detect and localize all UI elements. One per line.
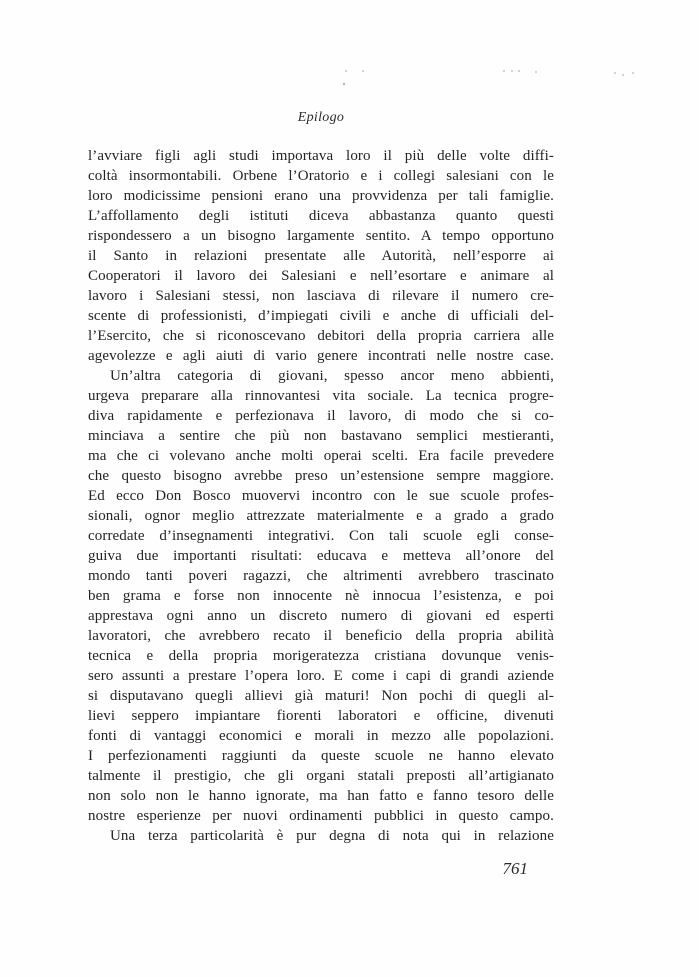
body-text-line: che questo bisogno avrebbe preso un’estensione sempre maggiore. (88, 468, 554, 484)
scan-artifact (511, 70, 513, 72)
body-text-line: l’Esercito, che si riconoscevano debitori della propria carriera alle (88, 328, 554, 344)
scan-artifact (518, 70, 520, 72)
body-text-line: corredate d’insegnamenti integrativi. Con tali scuole egli conse- (88, 528, 554, 544)
body-text-line: l’avviare figli agli studi importava loro il più delle volte diffi- (88, 148, 554, 164)
body-text-line: Una terza particolarità è pur degna di nota qui in relazione (110, 828, 554, 844)
scan-artifact (343, 83, 345, 85)
scan-artifact (622, 74, 624, 76)
scan-artifact (362, 70, 364, 72)
body-text-line: Ed ecco Don Bosco muovervi incontro con le sue scuole profes- (88, 488, 554, 504)
body-text-line: coltà insormontabili. Orbene l’Oratorio e i collegi salesiani con le (88, 168, 554, 184)
body-text-line: talmente il prestigio, che gli organi statali preposti all’artigianato (88, 768, 554, 784)
body-text-line: I perfezionamenti raggiunti da queste scuole ne hanno elevato (88, 748, 554, 764)
body-text-line: non solo non le hanno ignorate, ma han fatto e fanno tesoro delle (88, 788, 554, 804)
body-text-line: Cooperatori il lavoro dei Salesiani e nell’esortare e animare al (88, 268, 554, 284)
body-text-line: loro modicissime pensioni erano una provvidenza per tali famiglie. (88, 188, 554, 204)
body-text-line: sero assunti a prestare l’opera loro. E come i capi di grandi aziende (88, 668, 554, 684)
body-text-line: rispondessero a un bisogno largamente sentito. A tempo opportuno (88, 228, 554, 244)
body-text-line: scente di professionisti, d’impiegati civili e anche di ufficiali del- (88, 308, 554, 324)
body-text-line: agevolezze e agli aiuti di vario genere incontrati nelle nostre case. (88, 348, 554, 364)
scan-artifact (614, 72, 616, 74)
body-text-line: si disputavano quegli allievi già maturi! Non pochi di quegli al- (88, 688, 554, 704)
running-head: Epilogo (297, 110, 345, 125)
body-text-line: il Santo in relazioni presentate alle Autorità, nell’esporre ai (88, 248, 554, 264)
paragraph (88, 826, 554, 846)
body-text-line: ben grama e forse non innocente nè innocua l’esistenza, e poi (88, 588, 554, 604)
body-text-line: urgeva preparare alla rinnovantesi vita sociale. La tecnica progre- (88, 388, 554, 404)
body-text-line: lavoro i Salesiani stessi, non lasciava di rilevare il numero cre- (88, 288, 554, 304)
body-text-line: lievi seppero impiantare fiorenti laboratori e officine, divenuti (88, 708, 554, 724)
body-text-line: guiva due importanti risultati: educava e metteva all’onore del (88, 548, 554, 564)
scan-artifact (503, 70, 505, 72)
body-text-line: fonti di vantaggi economici e morali in mezzo alle popolazioni. (88, 728, 554, 744)
scan-artifact (632, 72, 634, 74)
paragraph (88, 366, 554, 826)
body-text-line: sionali, ognor meglio attrezzate materialmente e a grado a grado (88, 508, 554, 524)
paragraph (88, 146, 554, 366)
body-text-line: L’affollamento degli istituti diceva abbastanza quanto questi (88, 208, 554, 224)
body-text-line: lavoratori, che avrebbero recato il beneficio della propria abilità (88, 628, 554, 644)
body-text-line: ma che ci volevano anche molti operai scelti. Era facile prevedere (88, 448, 554, 464)
body-text-line: minciava a sentire che più non bastavano semplici mestieranti, (88, 428, 554, 444)
body-text-line: diva rapidamente e perfezionava il lavoro, di modo che si co- (88, 408, 554, 424)
body-text-line: Un’altra categoria di giovani, spesso ancor meno abbienti, (110, 368, 554, 384)
text-column (88, 110, 554, 879)
page-number: 761 (502, 859, 528, 878)
body-text-line: tecnica e della propria morigeratezza cristiana dovunque venis- (88, 648, 554, 664)
body-text-line: mondo tanti poveri ragazzi, che altrimenti avrebbero trascinato (88, 568, 554, 584)
body-text-line: apprestava ogni anno un discreto numero di giovani ed esperti (88, 608, 554, 624)
scan-artifact (345, 70, 347, 72)
scan-artifact (535, 71, 537, 73)
body-text-line: nostre esperienze per nuovi ordinamenti pubblici in questo campo. (88, 808, 554, 824)
